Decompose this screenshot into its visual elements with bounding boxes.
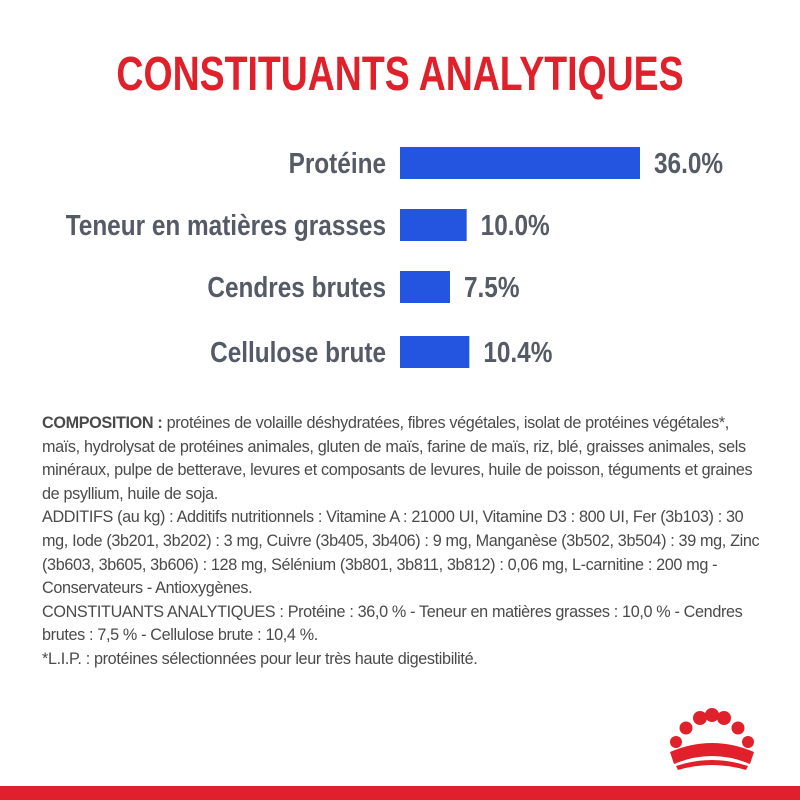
composition-text <box>42 412 762 672</box>
composition-ingredients: protéines de volaille déshydratées, fibres végétales, isolat de protéines végétales*, maïs, hydrolysat de protéines animales, gluten de maïs, farine de maïs, riz, blé, graisses animales, sels minéraux, pulpe de betterave, levures et composants de levures, huile de poisson, téguments et graines de psyllium, huile de soja. <box>42 414 753 503</box>
value-label: 7.5% <box>464 271 520 304</box>
composition-lead: COMPOSITION : <box>42 414 163 432</box>
category-label: Protéine <box>288 147 386 180</box>
value-label: 10.4% <box>483 336 553 369</box>
composition-paragraph <box>42 412 762 506</box>
category-label: Cellulose brute <box>210 336 386 369</box>
page-title: CONSTITUANTS ANALYTIQUES <box>116 48 684 101</box>
value-label: 10.0% <box>480 209 550 242</box>
category-label: Cendres brutes <box>207 271 386 304</box>
bottom-brand-bar <box>0 786 800 800</box>
additives-paragraph: ADDITIFS (au kg) : Additifs nutritionnels : Vitamine A : 21000 UI, Vitamine D3 : 800 UI, Fer (3b103) : 30 mg, Iode (3b201, 3b202) : 3 mg, Cuivre (3b405, 3b406) : 9 mg, Manganèse (3b502, 3b504) : 39 mg, Zinc (3b603, 3b605, 3b606) : 128 mg, Sélénium (3b801, 3b811, 3b812) : 0,06 mg, L-carnitine : 200 mg - Conservateurs - Antioxygènes. <box>42 508 760 598</box>
bar <box>400 209 467 241</box>
bar <box>400 271 450 303</box>
bar <box>400 147 640 179</box>
crown-icon <box>662 704 762 772</box>
bar <box>400 336 469 368</box>
footnote-paragraph: *L.I.P. : protéines sélectionnées pour leur très haute digestibilité. <box>42 649 478 668</box>
category-label: Teneur en matières grasses <box>65 209 386 242</box>
value-label: 36.0% <box>653 147 724 180</box>
analytical-paragraph: CONSTITUANTS ANALYTIQUES : Protéine : 36,0 % - Teneur en matières grasses : 10,0 % - Cendres brutes : 7,5 % - Cellulose brute : 10,4 %. <box>42 602 743 645</box>
